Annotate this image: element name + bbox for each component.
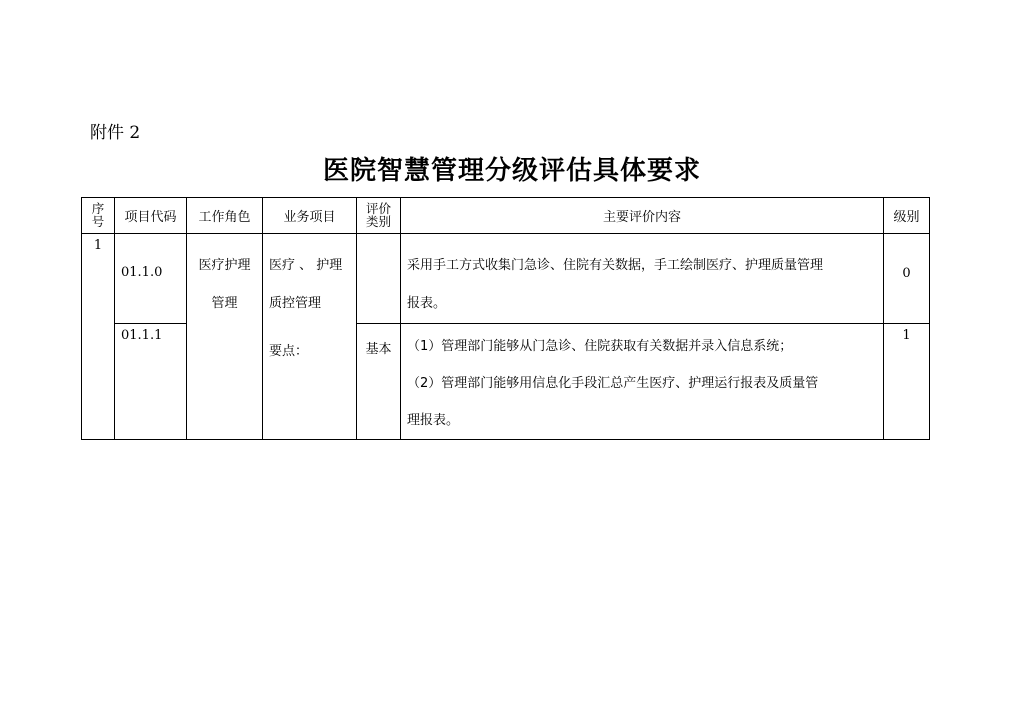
role-line2: 管理	[211, 296, 238, 311]
role-line1: 医疗护理	[198, 258, 251, 273]
header-code: 项目代码	[115, 198, 187, 234]
main-line1: （1）管理部门能够从门急诊、住院获取有关数据并录入信息系统；	[407, 339, 793, 354]
attachment-label: 附件 2	[90, 123, 141, 143]
business-line2: 质控管理	[269, 296, 322, 311]
level-value: 1	[902, 328, 911, 343]
header-category-line2: 类别	[365, 213, 391, 229]
main-content-cell	[401, 234, 884, 324]
code-value: 01.1.1	[121, 328, 163, 343]
main-line3: 理报表。	[407, 413, 460, 428]
level-cell	[884, 234, 930, 324]
requirements-table	[81, 197, 930, 440]
seq-cell: 1	[82, 234, 115, 440]
category-cell	[357, 234, 401, 324]
header-level: 级别	[884, 198, 930, 234]
main-line2: 报表。	[407, 296, 447, 311]
header-seq-line1: 序	[91, 200, 105, 216]
document-title: 医院智慧管理分级评估具体要求	[322, 156, 701, 186]
main-content-cell	[401, 324, 884, 440]
business-points: 要点：	[269, 344, 309, 359]
category-cell	[357, 324, 401, 440]
header-row	[82, 198, 930, 234]
header-seq-line2: 号	[91, 213, 105, 229]
header-category	[357, 198, 401, 234]
table-row	[82, 234, 930, 324]
header-seq	[82, 198, 115, 234]
category-value: 基本	[365, 342, 392, 357]
main-line2: （2）管理部门能够用信息化手段汇总产生医疗、护理运行报表及质量管	[407, 376, 819, 391]
code-cell	[115, 324, 187, 440]
business-cell	[263, 234, 357, 440]
business-line1: 医疗 、 护理	[269, 258, 343, 273]
level-value: 0	[902, 266, 911, 281]
header-role: 工作角色	[187, 198, 263, 234]
role-cell	[187, 234, 263, 440]
header-category-line1: 评价	[365, 200, 391, 216]
code-cell	[115, 234, 187, 324]
level-cell	[884, 324, 930, 440]
header-business: 业务项目	[263, 198, 357, 234]
header-main: 主要评价内容	[401, 198, 884, 234]
code-value: 01.1.0	[121, 265, 163, 280]
main-line1: 采用手工方式收集门急诊、住院有关数据，手工绘制医疗、护理质量管理	[407, 258, 824, 273]
